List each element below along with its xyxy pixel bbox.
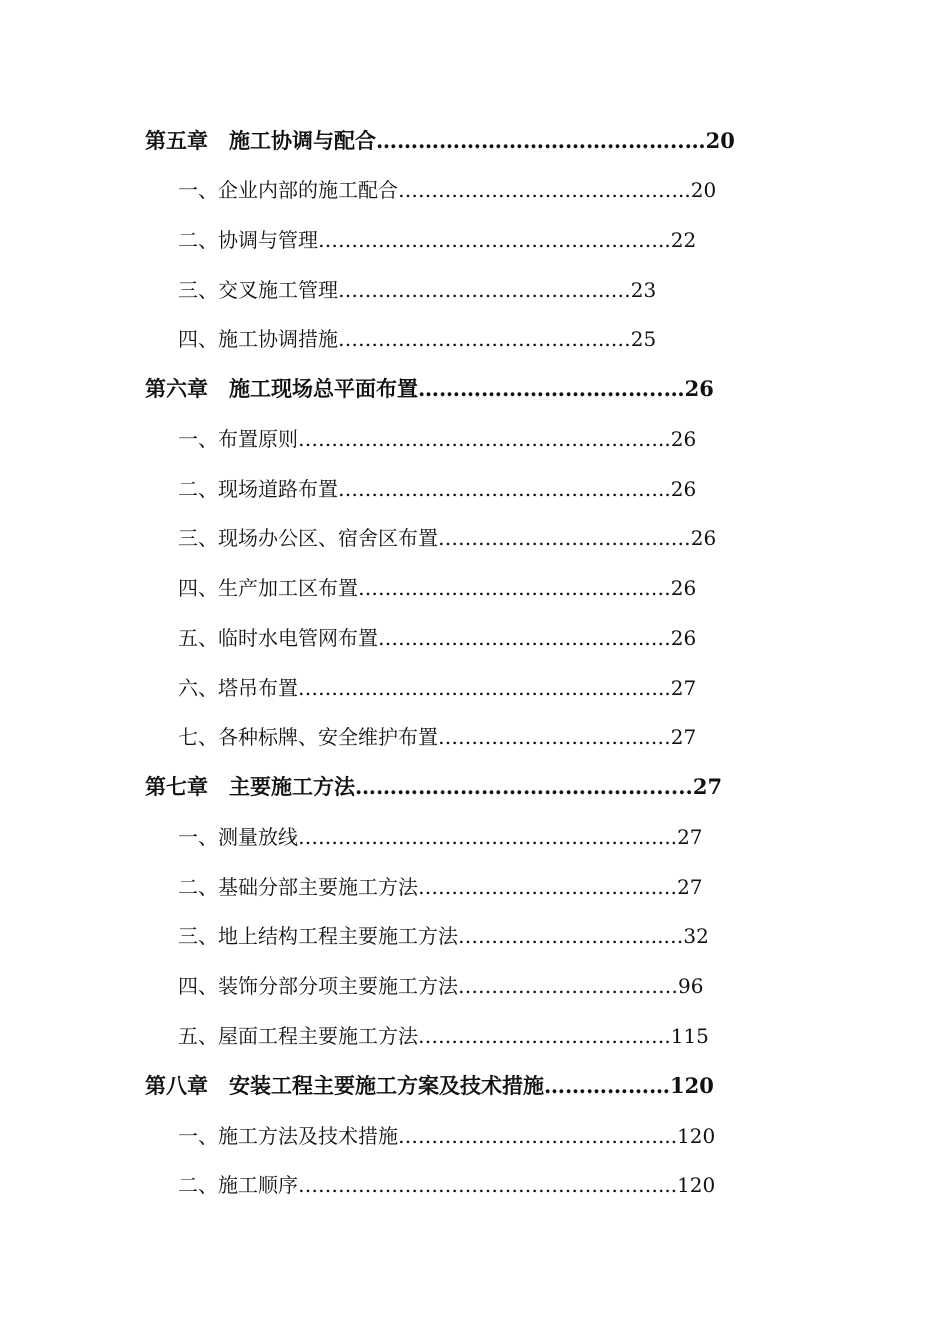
- toc-section: 五、屋面工程主要施工方法…………………………….….115: [178, 1024, 709, 1048]
- toc-section: 三、交叉施工管理…………………………………..…23: [178, 278, 657, 302]
- toc-chapter-8: 第八章 安装工程主要施工方案及技术措施………………120: [145, 1073, 714, 1098]
- toc-section: 一、布置原则………………………………………………..26: [178, 427, 697, 451]
- toc-section: 一、测量放线…………………………………………….…..27: [178, 825, 703, 849]
- toc-chapter-6: 第六章 施工现场总平面布置……………………………..…26: [145, 376, 714, 401]
- toc-section: 二、协调与管理……………………………………………..22: [178, 228, 697, 252]
- toc-section: 二、基础分部主要施工方法……………………………...…27: [178, 875, 703, 899]
- toc-section: 六、塔吊布置………………………………………………..27: [178, 676, 697, 700]
- toc-section: 四、生产加工区布置……………………………………..…26: [178, 576, 697, 600]
- toc-section: 四、装饰分部分项主要施工方法……………………………96: [178, 974, 704, 998]
- toc-section: 一、企业内部的施工配合……………………………………..20: [178, 178, 717, 202]
- toc-section: 一、施工方法及技术措施…………………………………...120: [178, 1124, 716, 1148]
- toc-section: 二、现场道路布置…………………………………………..26: [178, 477, 697, 501]
- toc-section: 二、施工顺序………………………………………………...120: [178, 1173, 716, 1197]
- toc-section: 四、施工协调措施…………………………………..…25: [178, 327, 657, 351]
- toc-section: 五、临时水电管网布置…………………………………..…26: [178, 626, 697, 650]
- toc-chapter-7: 第七章 主要施工方法……………………………………......27: [145, 774, 723, 799]
- toc-section: 三、地上结构工程主要施工方法………………………....…32: [178, 924, 709, 948]
- toc-chapter-5: 第五章 施工协调与配合……………………………………..…20: [145, 128, 735, 153]
- toc-section: 七、各种标牌、安全维护布置…………………………..…27: [178, 725, 697, 749]
- toc-section: 三、现场办公区、宿舍区布置……………………………..…26: [178, 526, 717, 550]
